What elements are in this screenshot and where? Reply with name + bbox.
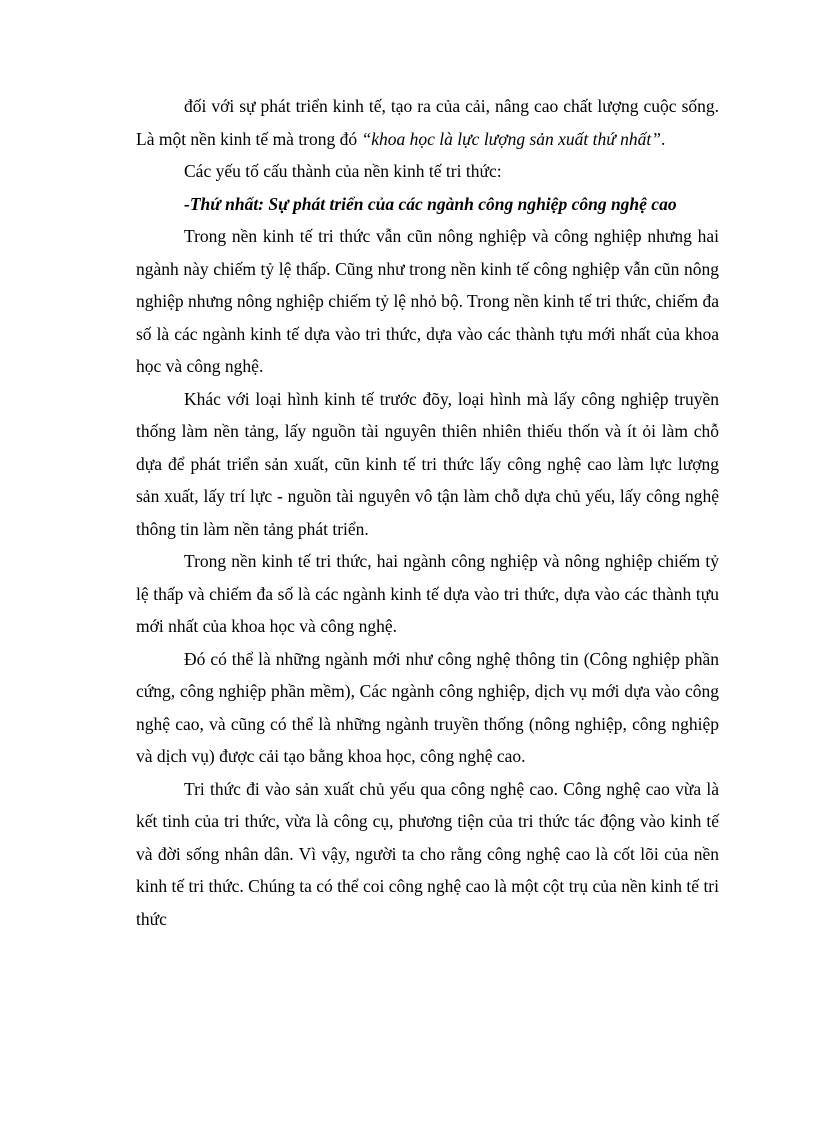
paragraph-4: Khác với loại hình kinh tế trước đõy, loại hình mà lấy công nghiệp truyền thống làm nền tảng, lấy nguồn tài nguyên thiên nhiên thiếu thốn và ít ỏi làm chỗ dựa để phát triển sản xuất, cũn kinh tế tri thức lấy công nghệ cao làm lực lượng sản xuất, lấy trí lực - nguồn tài nguyên vô tận làm chỗ dựa chủ yếu, lấy công nghệ thông tin làm nền tảng phát triển. xyxy=(136,388,719,539)
paragraph-7: Tri thức đi vào sản xuất chủ yếu qua công nghệ cao. Công nghệ cao vừa là kết tinh của tri thức, vừa là công cụ, phương tiện của tri thức tác động vào kinh tế và đời sống nhân dân. Vì vậy, người ta cho rằng công nghệ cao là cốt lõi của nền kinh tế tri thức. Chúng ta có thể coi công nghệ cao là một cột trụ của nền kinh tế tri thức xyxy=(136,778,719,929)
paragraph-5: Trong nền kinh tế tri thức, hai ngành công nghiệp và nông nghiệp chiếm tỷ lệ thấp và chiếm đa số là các ngành kinh tế dựa vào tri thức, dựa vào các thành tựu mới nhất của khoa học và công nghệ. xyxy=(136,551,719,636)
paragraph-1-quote: “khoa học là lực lượng sản xuất thứ nhất” xyxy=(361,128,662,149)
paragraph-2: Các yếu tố cấu thành của nền kinh tế tri thức: xyxy=(184,161,502,181)
paragraph-1-end: . xyxy=(661,128,666,149)
section-heading: -Thứ nhất: Sự phát triển của các ngành công nghiệp công nghệ cao xyxy=(184,193,677,214)
paragraph-1 xyxy=(136,90,719,155)
paragraph-1-lead: đối với sự phát triển kinh tế, tạo ra của cải, nâng cao chất lượng cuộc sống. Là một nền kinh tế mà trong đó xyxy=(136,96,719,149)
body-text xyxy=(136,90,719,935)
paragraph-3: Trong nền kinh tế tri thức vẫn cũn nông nghiệp và công nghiệp nhưng hai ngành này chiếm tỷ lệ thấp. Cũng như trong nền kinh tế công nghiệp vẫn cũn nông nghiệp nhưng nông nghiệp chiếm tỷ lệ nhỏ bộ. Trong nền kinh tế tri thức, chiếm đa số là các ngành kinh tế dựa vào tri thức, dựa vào các thành tựu mới nhất của khoa học và công nghệ. xyxy=(136,226,719,376)
paragraph-6: Đó có thể là những ngành mới như công nghệ thông tin (Công nghiệp phần cứng, công nghiệp phần mềm), Các ngành công nghiệp, dịch vụ mới dựa vào công nghệ cao, và cũng có thể là những ngành truyền thống (nông nghiệp, công nghiệp và dịch vụ) được cải tạo bằng khoa học, công nghệ cao. xyxy=(136,648,719,766)
